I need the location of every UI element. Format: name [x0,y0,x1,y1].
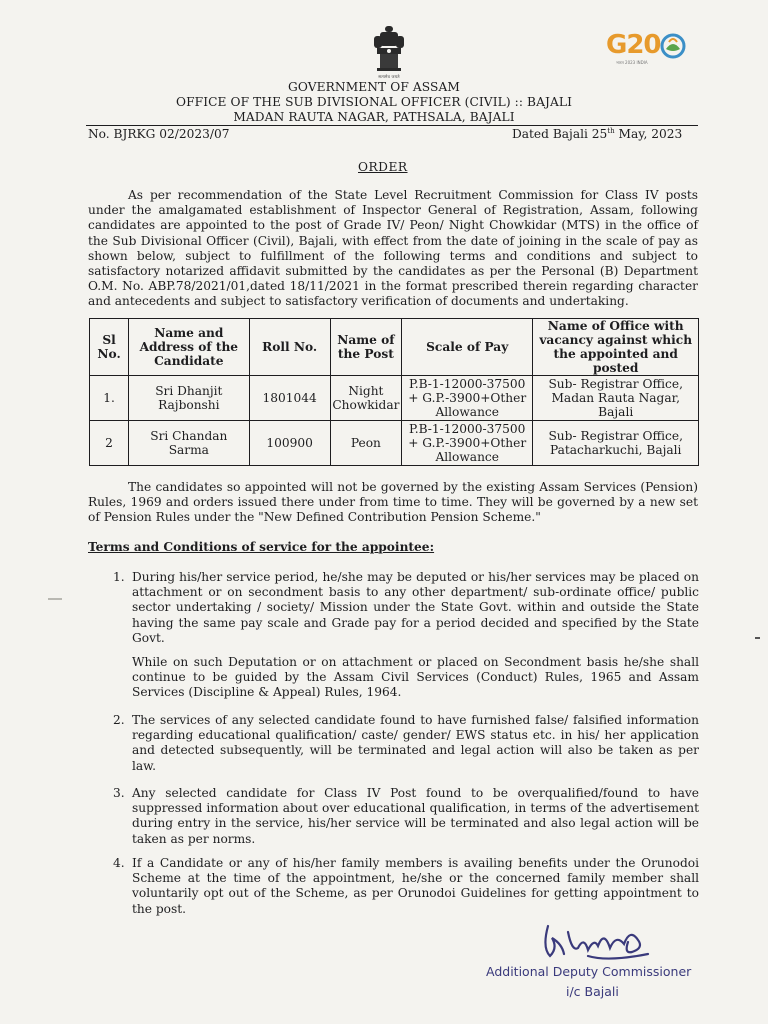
list-item [113,713,699,774]
reference-number: No. BJRKG 02/2023/07 [88,127,230,141]
cell-roll: 100900 [249,421,330,466]
order-date [512,127,682,141]
ashoka-emblem-icon [368,24,410,78]
item-number: 4. [113,856,125,870]
header-scale-of-pay: Scale of Pay [402,319,533,376]
g20-logo [606,30,686,70]
header-candidate-name: Name and Address of the Candidate [129,319,249,376]
item-text: During his/her service period, he/she may be deputed or his/her services may be placed on attachment or on secondment basis to any other department/ sub-ordinate office/ public sector undertaking / society/ Mission under the State Govt. within and outside the State having the same pay scale and Grade pay for a period decided and specified by the State Govt. [132,570,699,645]
candidates-table [89,318,699,466]
cell-name: Sri Dhanjit Rajbonshi [129,376,249,421]
cell-office: Sub- Registrar Office, Madan Rauta Nagar, Bajali [533,376,699,421]
date-month-year: May, 2023 [614,127,683,142]
cell-post: Peon [330,421,401,466]
header-office: OFFICE OF THE SUB DIVISIONAL OFFICER (CIVIL) :: BAJALI [176,95,572,109]
header-divider [86,125,698,126]
terms-heading: Terms and Conditions of service for the appointee: [88,540,435,554]
cell-sl: 2 [90,421,129,466]
g20-logo-text: G20 [606,30,661,60]
cell-post: Night Chowkidar [330,376,401,421]
date-suffix-sup: th [607,127,615,135]
list-item [113,856,699,917]
document-title: ORDER [358,160,408,174]
header-post: Name of the Post [330,319,401,376]
g20-logo-subtext: भारत 2023 INDIA [616,60,648,65]
header-government: GOVERNMENT OF ASSAM [288,80,460,94]
cell-office: Sub- Registrar Office, Patacharkuchi, Bajali [533,421,699,466]
cell-sl: 1. [90,376,129,421]
signatory-place: i/c Bajali [566,984,619,999]
date-prefix: Dated Bajali 25 [512,127,608,142]
scan-mark [755,637,760,645]
header-roll-no: Roll No. [249,319,330,376]
item-text: Any selected candidate for Class IV Post found to be overqualified/found to have suppressed information about over educational qualification, in terms of the advertisement during entry in the service, his/her service will be terminated and also legal action will be taken as per norms. [132,786,699,846]
header-sl-no: Sl No. [90,319,129,376]
table-header-row [90,319,699,376]
cell-name: Sri Chandan Sarma [129,421,249,466]
item-number: 2. [113,713,125,727]
item-text: If a Candidate or any of his/her family members is availing benefits under the Orunodoi Scheme at the time of the appointment, he/she or the concerned family member shall voluntarily opt out of the Scheme, as per Orunodoi Guidelines for getting appointment to the post. [132,856,699,916]
cell-scale: P.B-1-12000-37500 + G.P.-3900+Other Allowance [402,421,533,466]
pension-paragraph: The candidates so appointed will not be governed by the existing Assam Services (Pension) Rules, 1969 and orders issued there under from time to time. They will be governed by a new set of Pension Rules under the "New Defined Contribution Pension Scheme." [88,480,698,525]
item-number: 1. [113,570,125,584]
list-item-continuation [113,655,699,701]
intro-paragraph: As per recommendation of the State Level Recruitment Commission for Class IV posts under the amalgamated establishment of Inspector General of Registration, Assam, following candidates are appointed to the post of Grade IV/ Peon/ Night Chowkidar (MTS) in the office of the Sub Divisional Officer (Civil), Bajali, with effect from the date of joining in the scale of pay as shown below, subject to fulfillment of the following terms and conditions and subject to satisfactory notarized affidavit submitted by the candidates as per the Personal (B) Department O.M. No. ABP.78/2021/01,dated 18/11/2021 in the format prescribed therein regarding character and antecedents and subject to satisfactory verification of documents and undertaking. [88,188,698,309]
table-row [90,376,699,421]
lotus-globe-icon [660,33,686,59]
item-text: The services of any selected candidate found to have furnished false/ falsified information regarding educational qualification/ caste/ gender/ EWS status etc. in his/ her application and detected subsequently, will be terminated and legal action will also be taken as per law. [132,713,699,773]
cell-roll: 1801044 [249,376,330,421]
item-number: 3. [113,786,125,800]
list-item [113,570,699,646]
signature-icon [528,918,668,970]
scan-mark [48,598,62,600]
list-item [113,786,699,847]
header-address: MADAN RAUTA NAGAR, PATHSALA, BAJALI [233,110,515,124]
table-row [90,421,699,466]
item-text: While on such Deputation or on attachment or placed on Secondment basis he/she shall continue to be guided by the Assam Civil Services (Conduct) Rules, 1965 and Assam Services (Discipline & Appeal) Rules, 1964. [132,655,699,700]
cell-scale: P.B-1-12000-37500 + G.P.-3900+Other Allowance [402,376,533,421]
header-office: Name of Office with vacancy against which the appointed and posted [533,319,699,376]
emblem-motto: सत्यमेव जयते [378,74,400,79]
signatory-designation: Additional Deputy Commissioner [486,964,692,979]
